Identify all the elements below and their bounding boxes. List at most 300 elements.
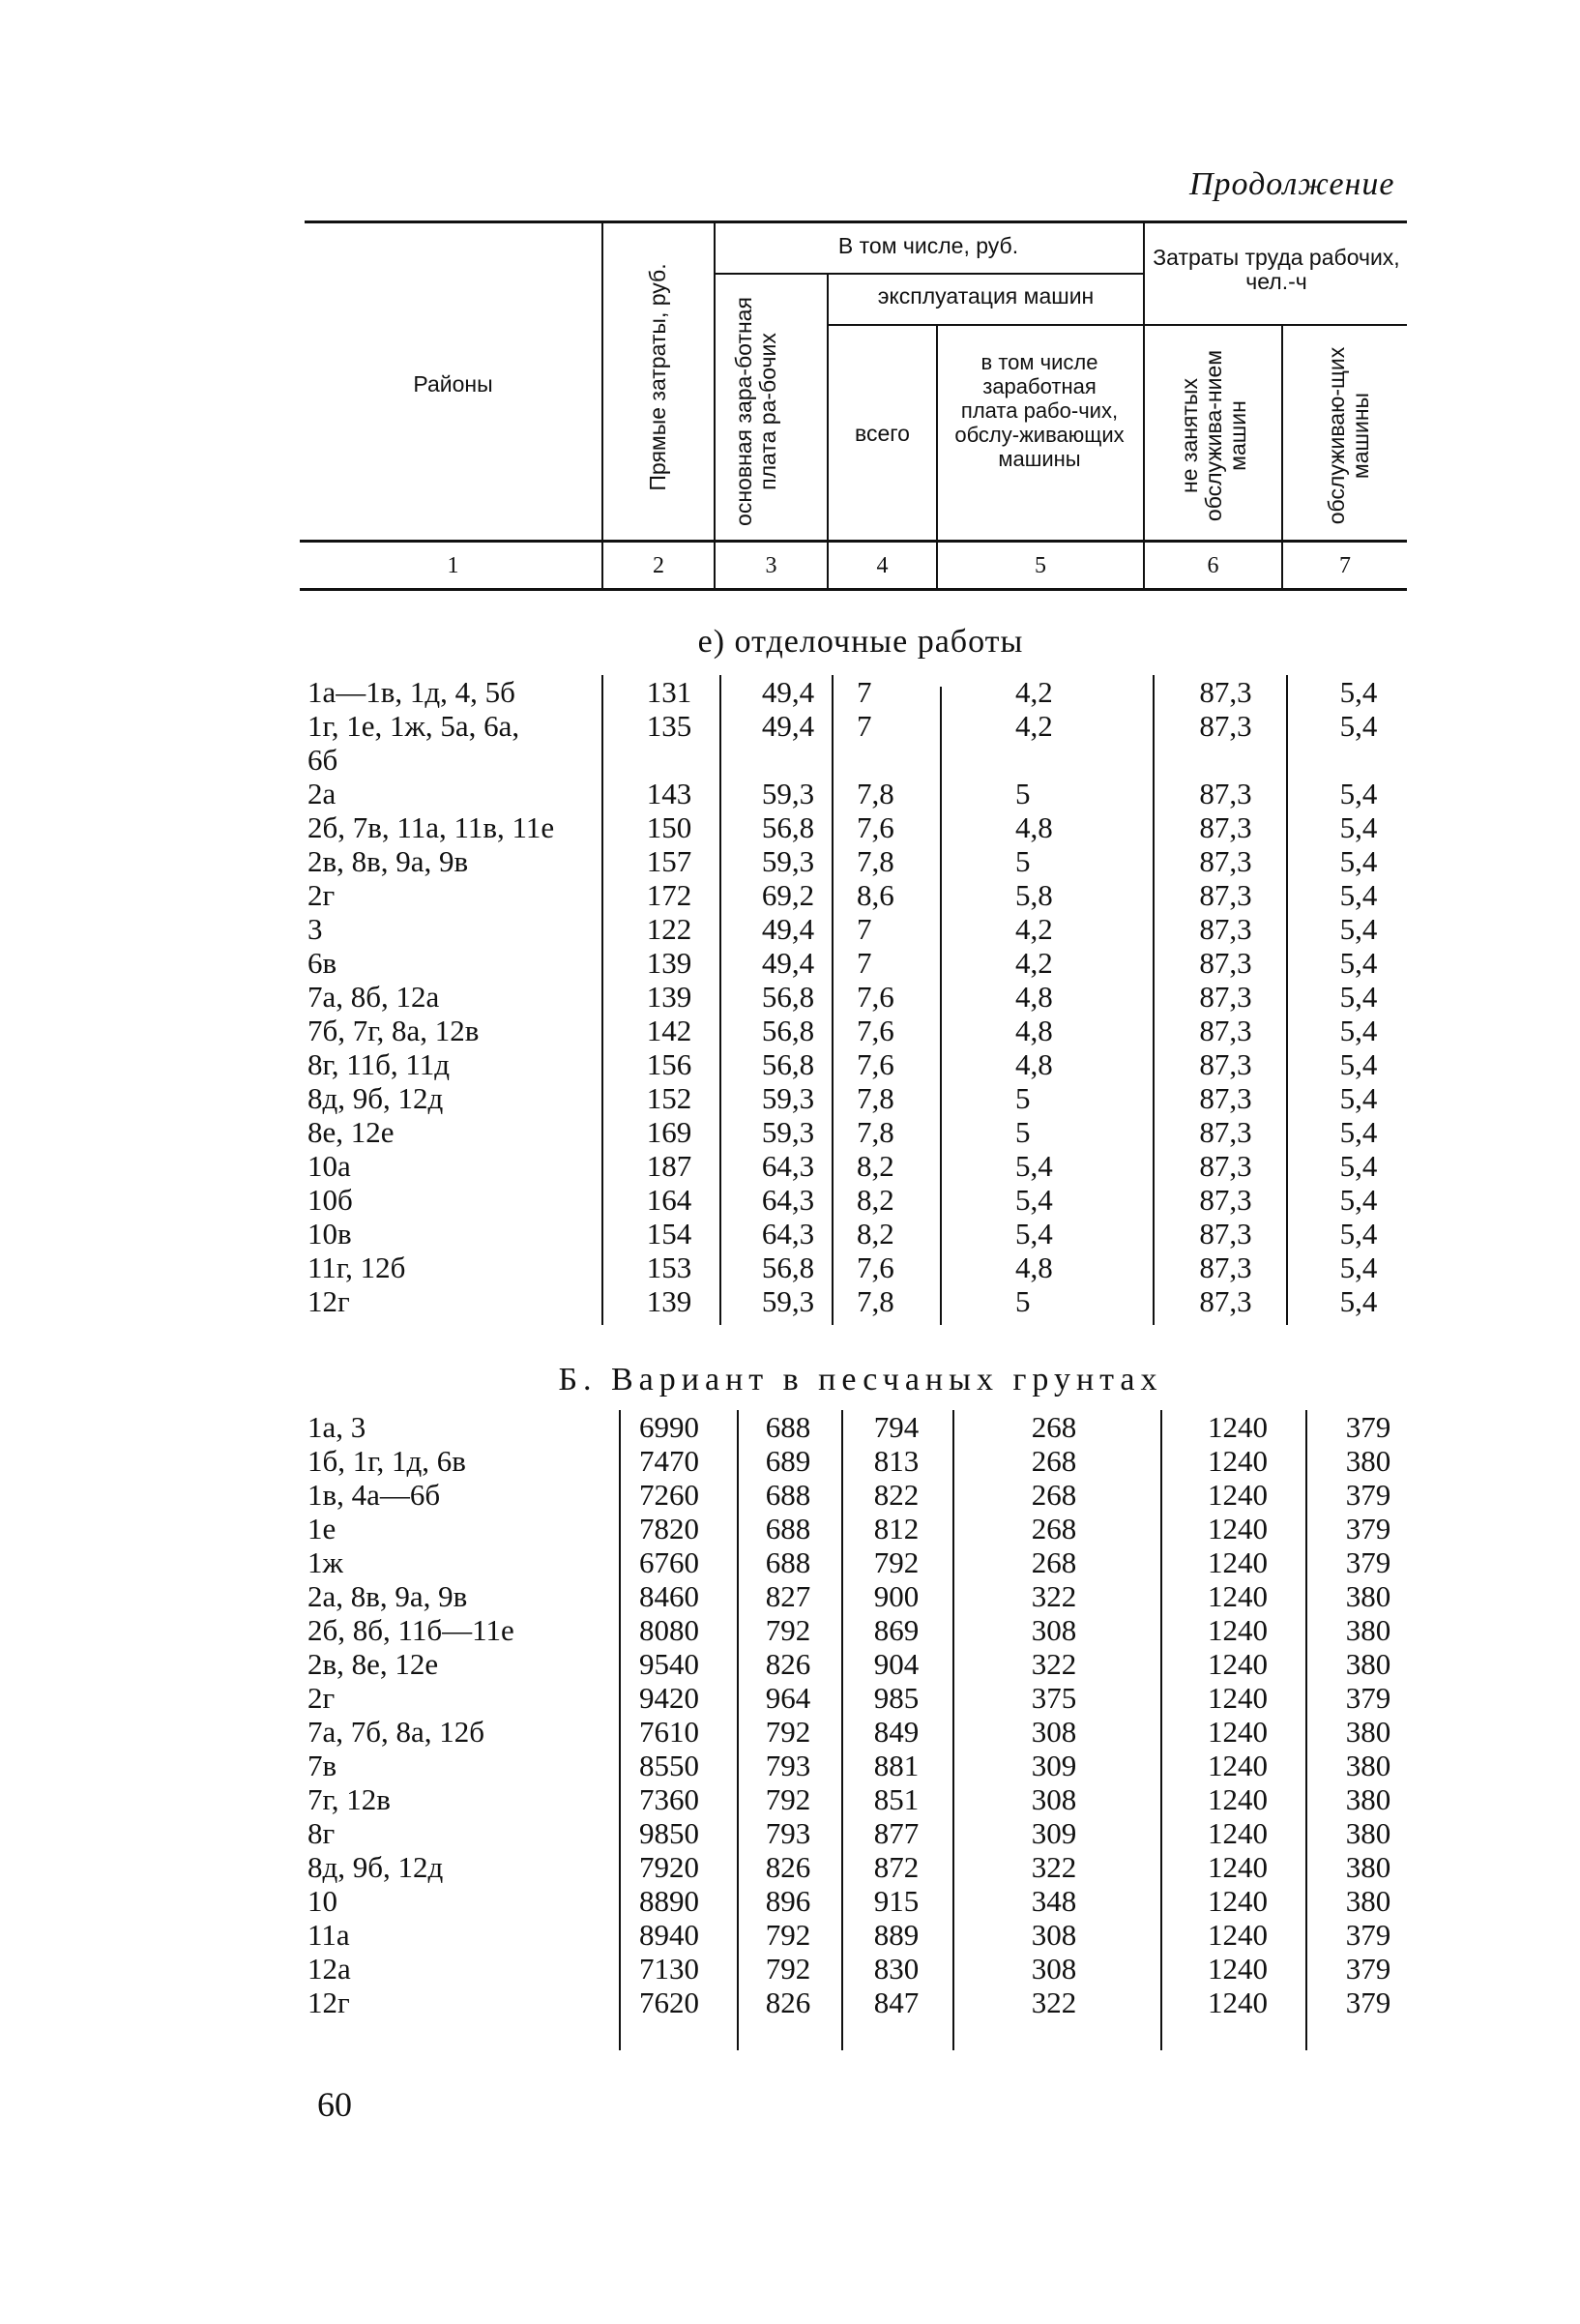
- value-cell-6: 87,3: [1199, 946, 1252, 980]
- header-machines-total: всего: [855, 421, 910, 446]
- table-row: [0, 1410, 1580, 1444]
- value-cell-7: 5,4: [1339, 1183, 1378, 1217]
- table-row: [0, 844, 1580, 878]
- header-group-rule: [714, 273, 1143, 275]
- region-cell: 2г: [307, 1681, 336, 1715]
- value-cell-5: 322: [1031, 1647, 1077, 1681]
- value-cell-4: 7,6: [857, 810, 894, 844]
- value-cell-7: 380: [1345, 1749, 1391, 1782]
- region-cell: 2в, 8е, 12е: [307, 1647, 439, 1681]
- table-row: [0, 1115, 1580, 1149]
- value-cell-3: 688: [765, 1410, 811, 1444]
- table-row: [0, 1918, 1580, 1952]
- value-cell-2: 187: [646, 1149, 692, 1183]
- value-cell-7: 380: [1345, 1444, 1391, 1478]
- value-cell-4: 813: [873, 1444, 920, 1478]
- section-e-divider-3: [832, 675, 834, 1325]
- value-cell-7: 379: [1345, 1512, 1391, 1545]
- value-cell-6: 87,3: [1199, 1149, 1252, 1183]
- table-row: [0, 1217, 1580, 1250]
- value-cell-2: 164: [646, 1183, 692, 1217]
- value-cell-2: 152: [646, 1081, 692, 1115]
- value-cell-5: 4,2: [1015, 709, 1053, 743]
- section-e-divider-5: [1153, 675, 1155, 1325]
- region-cell: 8г, 11б, 11д: [307, 1047, 450, 1081]
- value-cell-3: 964: [765, 1681, 811, 1715]
- value-cell-2: 122: [646, 912, 692, 946]
- header-labor-machines-text: обслуживаю-щих машины: [1324, 346, 1373, 525]
- value-cell-6: 87,3: [1199, 912, 1252, 946]
- value-cell-3: 792: [765, 1782, 811, 1816]
- section-e-rows: [0, 675, 1580, 1318]
- region-cell: 8г: [307, 1816, 336, 1850]
- header-machines-wage: в том числе заработная плата рабо-чих, обслу-живающих машины: [954, 350, 1125, 471]
- header-direct-costs: Прямые затраты, руб.: [645, 263, 670, 491]
- value-cell-3: 826: [765, 1986, 811, 2019]
- section-b-rows: [0, 1410, 1580, 2019]
- value-cell-7: 380: [1345, 1884, 1391, 1918]
- table-row: [0, 1545, 1580, 1579]
- colnum-1: 1: [447, 553, 459, 578]
- value-cell-6: 1240: [1208, 1512, 1268, 1545]
- value-cell-6: 1240: [1208, 1613, 1268, 1647]
- value-cell-5: 268: [1031, 1444, 1077, 1478]
- region-cell: 1б, 1г, 1д, 6в: [307, 1444, 466, 1478]
- region-cell: 7г, 12в: [307, 1782, 391, 1816]
- table-row: [0, 1512, 1580, 1545]
- value-cell-5: 308: [1031, 1782, 1077, 1816]
- value-cell-2: 131: [646, 675, 692, 709]
- value-cell-3: 49,4: [761, 675, 815, 709]
- table-row: [0, 1816, 1580, 1850]
- table-row: [0, 1613, 1580, 1647]
- value-cell-4: 792: [873, 1545, 920, 1579]
- value-cell-6: 1240: [1208, 1579, 1268, 1613]
- value-cell-2: 9540: [639, 1647, 699, 1681]
- region-cell: 10а: [307, 1149, 351, 1183]
- value-cell-4: 830: [873, 1952, 920, 1986]
- table-row: [0, 777, 1580, 810]
- value-cell-3: 59,3: [761, 1081, 815, 1115]
- value-cell-2: 7620: [639, 1986, 699, 2019]
- region-cell: 1а—1в, 1д, 4, 5б: [307, 675, 515, 709]
- value-cell-4: 872: [873, 1850, 920, 1884]
- value-cell-3: 792: [765, 1918, 811, 1952]
- value-cell-7: 379: [1345, 1681, 1391, 1715]
- table-row: [0, 1183, 1580, 1217]
- value-cell-4: 869: [873, 1613, 920, 1647]
- table-row: [0, 1081, 1580, 1115]
- section-b-divider-4: [952, 1410, 954, 2050]
- value-cell-4: 851: [873, 1782, 920, 1816]
- region-cell: 11г, 12б: [307, 1250, 406, 1284]
- value-cell-2: 169: [646, 1115, 692, 1149]
- header-machines-group: эксплуатация машин: [877, 283, 1095, 309]
- region-cell: 2а, 8в, 9а, 9в: [307, 1579, 468, 1613]
- value-cell-6: 1240: [1208, 1816, 1268, 1850]
- region-cell: 10: [307, 1884, 337, 1918]
- value-cell-6: 1240: [1208, 1647, 1268, 1681]
- table-row: [0, 1014, 1580, 1047]
- value-cell-2: 7130: [639, 1952, 699, 1986]
- value-cell-5: 309: [1031, 1749, 1077, 1782]
- value-cell-7: 380: [1345, 1579, 1391, 1613]
- value-cell-6: 1240: [1208, 1850, 1268, 1884]
- value-cell-5: 268: [1031, 1512, 1077, 1545]
- region-cell: 8д, 9б, 12д: [307, 1850, 444, 1884]
- table-row: [0, 1850, 1580, 1884]
- table-row: [0, 1952, 1580, 1986]
- section-b-divider-3: [841, 1410, 843, 2050]
- continuation-label: Продолжение: [1189, 166, 1395, 202]
- value-cell-4: 985: [873, 1681, 920, 1715]
- value-cell-4: 822: [873, 1478, 920, 1512]
- region-cell: 6б: [307, 743, 338, 777]
- value-cell-7: 5,4: [1339, 912, 1378, 946]
- value-cell-2: 143: [646, 777, 692, 810]
- region-cell: 6в: [307, 946, 337, 980]
- value-cell-7: 5,4: [1339, 1284, 1378, 1318]
- value-cell-3: 688: [765, 1512, 811, 1545]
- value-cell-6: 1240: [1208, 1952, 1268, 1986]
- value-cell-5: 5: [1015, 844, 1031, 878]
- value-cell-5: 5,4: [1015, 1217, 1053, 1250]
- value-cell-5: 4,8: [1015, 1250, 1053, 1284]
- value-cell-5: 5: [1015, 777, 1031, 810]
- value-cell-5: 268: [1031, 1410, 1077, 1444]
- value-cell-3: 792: [765, 1952, 811, 1986]
- value-cell-3: 56,8: [761, 1047, 815, 1081]
- table-row: [0, 946, 1580, 980]
- value-cell-7: 5,4: [1339, 1014, 1378, 1047]
- value-cell-3: 59,3: [761, 777, 815, 810]
- table-row: [0, 1478, 1580, 1512]
- region-cell: 12г: [307, 1284, 350, 1318]
- value-cell-2: 172: [646, 878, 692, 912]
- value-cell-6: 87,3: [1199, 709, 1252, 743]
- region-cell: 3: [307, 912, 323, 946]
- table-row: [0, 1149, 1580, 1183]
- value-cell-6: 87,3: [1199, 1183, 1252, 1217]
- value-cell-2: 8940: [639, 1918, 699, 1952]
- value-cell-3: 69,2: [761, 878, 815, 912]
- region-cell: 1ж: [307, 1545, 343, 1579]
- value-cell-7: 5,4: [1339, 1115, 1378, 1149]
- value-cell-5: 308: [1031, 1918, 1077, 1952]
- value-cell-6: 1240: [1208, 1681, 1268, 1715]
- value-cell-3: 59,3: [761, 1115, 815, 1149]
- table-row: [0, 1444, 1580, 1478]
- value-cell-2: 6760: [639, 1545, 699, 1579]
- value-cell-4: 7,6: [857, 1250, 894, 1284]
- value-cell-6: 87,3: [1199, 1217, 1252, 1250]
- value-cell-5: 4,2: [1015, 675, 1053, 709]
- value-cell-7: 380: [1345, 1850, 1391, 1884]
- value-cell-2: 139: [646, 980, 692, 1014]
- value-cell-3: 792: [765, 1715, 811, 1749]
- header-top-rule: [305, 221, 1407, 223]
- section-b-divider-2: [737, 1410, 739, 2050]
- table-row: [0, 1284, 1580, 1318]
- region-cell: 2г: [307, 878, 336, 912]
- header-machines-rule: [827, 324, 1143, 326]
- value-cell-7: 379: [1345, 1478, 1391, 1512]
- header-labor-not-machines: [1178, 337, 1255, 530]
- header-regions: Районы: [413, 371, 493, 397]
- value-cell-2: 6990: [639, 1410, 699, 1444]
- value-cell-6: 87,3: [1199, 1250, 1252, 1284]
- value-cell-4: 7,6: [857, 980, 894, 1014]
- value-cell-4: 904: [873, 1647, 920, 1681]
- value-cell-5: 5: [1015, 1284, 1031, 1318]
- value-cell-4: 7: [857, 946, 872, 980]
- section-b-divider-5: [1160, 1410, 1162, 2050]
- table-row: [0, 709, 1580, 743]
- value-cell-3: 56,8: [761, 980, 815, 1014]
- value-cell-3: 64,3: [761, 1149, 815, 1183]
- colnum-5: 5: [1035, 553, 1046, 578]
- value-cell-6: 1240: [1208, 1749, 1268, 1782]
- value-cell-4: 7,8: [857, 844, 894, 878]
- value-cell-2: 150: [646, 810, 692, 844]
- value-cell-7: 379: [1345, 1918, 1391, 1952]
- value-cell-4: 7,8: [857, 1081, 894, 1115]
- section-b-title: Б. Вариант в песчаных грунтах: [558, 1362, 1163, 1397]
- value-cell-2: 8080: [639, 1613, 699, 1647]
- region-cell: 1в, 4а—6б: [307, 1478, 441, 1512]
- value-cell-7: 380: [1345, 1613, 1391, 1647]
- value-cell-4: 8,6: [857, 878, 894, 912]
- region-cell: 11а: [307, 1918, 350, 1952]
- region-cell: 7в: [307, 1749, 337, 1782]
- region-cell: 1г, 1е, 1ж, 5а, 6а,: [307, 709, 520, 743]
- header-base-wage: [732, 288, 809, 530]
- section-e-divider-2: [719, 675, 721, 1325]
- value-cell-5: 322: [1031, 1986, 1077, 2019]
- value-cell-5: 348: [1031, 1884, 1077, 1918]
- value-cell-3: 688: [765, 1545, 811, 1579]
- value-cell-2: 7610: [639, 1715, 699, 1749]
- header-labor-group: Затраты труда рабочих, чел.-ч: [1153, 245, 1400, 294]
- value-cell-4: 881: [873, 1749, 920, 1782]
- value-cell-4: 7,8: [857, 1115, 894, 1149]
- table-row: [0, 743, 1580, 777]
- value-cell-2: 156: [646, 1047, 692, 1081]
- value-cell-3: 49,4: [761, 912, 815, 946]
- region-cell: 2а: [307, 777, 336, 810]
- value-cell-4: 8,2: [857, 1149, 894, 1183]
- value-cell-5: 4,8: [1015, 1047, 1053, 1081]
- table-row: [0, 1047, 1580, 1081]
- value-cell-6: 1240: [1208, 1545, 1268, 1579]
- value-cell-6: 87,3: [1199, 1115, 1252, 1149]
- table-row: [0, 878, 1580, 912]
- region-cell: 7б, 7г, 8а, 12в: [307, 1014, 480, 1047]
- page-number: 60: [317, 2085, 352, 2124]
- value-cell-3: 59,3: [761, 844, 815, 878]
- table-row: [0, 1715, 1580, 1749]
- value-cell-3: 793: [765, 1816, 811, 1850]
- value-cell-5: 4,2: [1015, 946, 1053, 980]
- value-cell-5: 4,8: [1015, 980, 1053, 1014]
- table-row: [0, 1986, 1580, 2019]
- value-cell-7: 380: [1345, 1715, 1391, 1749]
- value-cell-4: 812: [873, 1512, 920, 1545]
- table-row: [0, 1579, 1580, 1613]
- value-cell-4: 8,2: [857, 1217, 894, 1250]
- table-row: [0, 912, 1580, 946]
- section-e-title: е) отделочные работы: [697, 624, 1024, 660]
- value-cell-2: 9420: [639, 1681, 699, 1715]
- value-cell-3: 64,3: [761, 1217, 815, 1250]
- header-group-incl: В том числе, руб.: [837, 233, 1019, 258]
- region-cell: 8д, 9б, 12д: [307, 1081, 444, 1115]
- header-base-wage-text: основная зара-ботная плата ра-бочих: [731, 297, 780, 526]
- value-cell-2: 8550: [639, 1749, 699, 1782]
- value-cell-7: 5,4: [1339, 777, 1378, 810]
- region-cell: 2б, 7в, 11а, 11в, 11е: [307, 810, 555, 844]
- value-cell-4: 7,6: [857, 1047, 894, 1081]
- value-cell-3: 56,8: [761, 810, 815, 844]
- value-cell-7: 379: [1345, 1545, 1391, 1579]
- value-cell-2: 154: [646, 1217, 692, 1250]
- value-cell-2: 7470: [639, 1444, 699, 1478]
- value-cell-5: 308: [1031, 1613, 1077, 1647]
- value-cell-4: 7,8: [857, 777, 894, 810]
- value-cell-6: 87,3: [1199, 777, 1252, 810]
- value-cell-6: 87,3: [1199, 1047, 1252, 1081]
- value-cell-6: 87,3: [1199, 980, 1252, 1014]
- value-cell-6: 87,3: [1199, 878, 1252, 912]
- region-cell: 2б, 8б, 11б—11е: [307, 1613, 514, 1647]
- value-cell-3: 688: [765, 1478, 811, 1512]
- region-cell: 10в: [307, 1217, 352, 1250]
- value-cell-2: 135: [646, 709, 692, 743]
- table-row: [0, 980, 1580, 1014]
- header-divider-1: [601, 222, 603, 590]
- value-cell-5: 268: [1031, 1545, 1077, 1579]
- value-cell-7: 5,4: [1339, 675, 1378, 709]
- section-e-divider-4: [940, 687, 942, 1325]
- value-cell-7: 5,4: [1339, 946, 1378, 980]
- value-cell-7: 5,4: [1339, 810, 1378, 844]
- value-cell-6: 87,3: [1199, 810, 1252, 844]
- header-divider-4: [936, 325, 938, 590]
- value-cell-5: 4,2: [1015, 912, 1053, 946]
- value-cell-4: 7: [857, 912, 872, 946]
- colnum-7: 7: [1339, 553, 1351, 578]
- value-cell-3: 59,3: [761, 1284, 815, 1318]
- table-row: [0, 1782, 1580, 1816]
- value-cell-4: 900: [873, 1579, 920, 1613]
- header-divider-2: [714, 222, 716, 590]
- value-cell-5: 4,8: [1015, 1014, 1053, 1047]
- value-cell-3: 689: [765, 1444, 811, 1478]
- table-row: [0, 810, 1580, 844]
- value-cell-4: 915: [873, 1884, 920, 1918]
- value-cell-7: 379: [1345, 1952, 1391, 1986]
- header-labor-rule: [1143, 324, 1407, 326]
- value-cell-3: 792: [765, 1613, 811, 1647]
- value-cell-7: 5,4: [1339, 1081, 1378, 1115]
- value-cell-3: 827: [765, 1579, 811, 1613]
- region-cell: 10б: [307, 1183, 353, 1217]
- value-cell-5: 322: [1031, 1579, 1077, 1613]
- value-cell-7: 5,4: [1339, 1250, 1378, 1284]
- value-cell-7: 380: [1345, 1647, 1391, 1681]
- header-divider-6: [1281, 325, 1283, 590]
- value-cell-6: 87,3: [1199, 1081, 1252, 1115]
- value-cell-6: 87,3: [1199, 844, 1252, 878]
- value-cell-2: 7920: [639, 1850, 699, 1884]
- value-cell-2: 139: [646, 946, 692, 980]
- table-row: [0, 1250, 1580, 1284]
- value-cell-2: 9850: [639, 1816, 699, 1850]
- value-cell-6: 1240: [1208, 1918, 1268, 1952]
- region-cell: 7а, 7б, 8а, 12б: [307, 1715, 485, 1749]
- value-cell-4: 7,8: [857, 1284, 894, 1318]
- colnum-4: 4: [876, 553, 889, 578]
- value-cell-5: 309: [1031, 1816, 1077, 1850]
- header-labor-not-machines-text: не занятых обслужива-нием машин: [1177, 349, 1250, 522]
- value-cell-7: 5,4: [1339, 1217, 1378, 1250]
- value-cell-6: 87,3: [1199, 1284, 1252, 1318]
- value-cell-7: 379: [1345, 1986, 1391, 2019]
- value-cell-5: 322: [1031, 1850, 1077, 1884]
- value-cell-3: 896: [765, 1884, 811, 1918]
- section-b-divider-6: [1305, 1410, 1307, 2050]
- value-cell-2: 157: [646, 844, 692, 878]
- value-cell-3: 826: [765, 1850, 811, 1884]
- value-cell-7: 380: [1345, 1782, 1391, 1816]
- value-cell-5: 5,4: [1015, 1183, 1053, 1217]
- region-cell: 12а: [307, 1952, 351, 1986]
- value-cell-4: 794: [873, 1410, 920, 1444]
- colnum-bottom-rule: [300, 588, 1407, 591]
- value-cell-4: 877: [873, 1816, 920, 1850]
- value-cell-5: 268: [1031, 1478, 1077, 1512]
- value-cell-4: 889: [873, 1918, 920, 1952]
- value-cell-3: 56,8: [761, 1250, 815, 1284]
- value-cell-3: 793: [765, 1749, 811, 1782]
- value-cell-7: 5,4: [1339, 844, 1378, 878]
- value-cell-4: 7,6: [857, 1014, 894, 1047]
- value-cell-6: 1240: [1208, 1986, 1268, 2019]
- value-cell-6: 87,3: [1199, 675, 1252, 709]
- region-cell: 2в, 8в, 9а, 9в: [307, 844, 469, 878]
- value-cell-6: 1240: [1208, 1715, 1268, 1749]
- value-cell-2: 8460: [639, 1579, 699, 1613]
- table-row: [0, 675, 1580, 709]
- value-cell-6: 1240: [1208, 1444, 1268, 1478]
- table-row: [0, 1647, 1580, 1681]
- section-e-divider-1: [601, 675, 603, 1325]
- value-cell-7: 5,4: [1339, 1047, 1378, 1081]
- colnum-2: 2: [653, 553, 664, 578]
- value-cell-5: 375: [1031, 1681, 1077, 1715]
- table-row: [0, 1884, 1580, 1918]
- region-cell: 1а, 3: [307, 1410, 366, 1444]
- value-cell-7: 5,4: [1339, 980, 1378, 1014]
- value-cell-2: 8890: [639, 1884, 699, 1918]
- region-cell: 12г: [307, 1986, 350, 2019]
- section-b-divider-1: [619, 1410, 621, 2050]
- value-cell-6: 1240: [1208, 1782, 1268, 1816]
- value-cell-2: 142: [646, 1014, 692, 1047]
- value-cell-5: 308: [1031, 1715, 1077, 1749]
- value-cell-6: 1240: [1208, 1478, 1268, 1512]
- colnum-3: 3: [765, 553, 777, 578]
